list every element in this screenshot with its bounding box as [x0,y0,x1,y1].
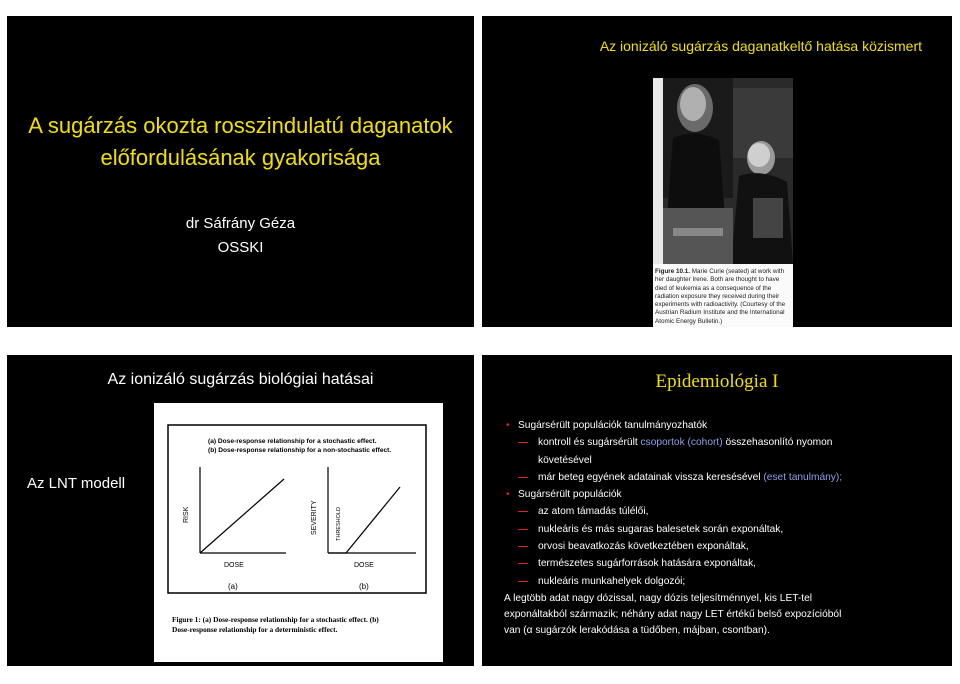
slide-epidemiology [482,355,952,666]
bullet1-text: Sugársérült populációk tanulmányozhatók [518,420,708,431]
lnt-label: Az LNT modell [27,475,126,492]
curie-photo [653,78,793,327]
sub1-text-c: összehasonlító nyomon [722,437,833,449]
sub2-text-a: már beteg egyének adatainak vissza keresésével [538,471,764,483]
sub-bullet-medical [504,538,944,555]
dose-response-diagram [154,403,443,662]
panel-b-label: (b) [359,582,369,591]
legend-a: (a) Dose-response relationship for a stochastic effect. [208,438,377,445]
sub1-text-a: kontroll és sugársérült [538,437,641,449]
curie-photo-image [653,78,793,264]
sub-bullet-natural-sources [504,555,944,572]
linear-response-line [200,479,284,553]
slide4-content [504,417,944,638]
figure-caption-line2: Dose-response relationship for a deterministic effect. [172,625,338,634]
caption-label: Figure 10.1. [655,268,690,275]
bullet-populations [504,486,944,503]
threshold-label: THRESHOLD [336,507,342,541]
summary-paragraph [504,591,944,638]
ylabel-a: RISK [183,506,190,523]
figure-caption-line1: Figure 1: (a) Dose-response relationship for a stochastic effect. (b) [172,615,379,624]
slide-biological-effects [7,355,474,666]
slide1-title-line2: előfordulásának gyakorisága [100,145,381,170]
xlabel-a: DOSE [224,562,244,569]
sub1-text-cohort: csoportok (cohort) [640,437,723,449]
slide4-title: Epidemiológia I [655,371,779,392]
bullet2-text: Sugársérült populációk [518,489,622,501]
slide-title [7,16,474,327]
photo-caption [655,268,791,326]
ylabel-b: SEVERITY [311,500,318,535]
summary-line2: exponáltakból származik; néhány adat nagy LET értékű belső expozícióból [504,608,842,620]
bullet-cohort-studies [504,417,944,434]
sub-bullet-atomic-survivors [504,503,944,520]
sub4-text: nukleáris és más sugaras balesetek során exponáltak, [538,523,784,535]
panel-a-label: (a) [228,582,238,591]
summary-line3: van (α sugárzók lerakódása a tüdőben, májban, csontban). [504,624,770,636]
sub-bullet-nuclear-workers [504,573,944,590]
summary-line1: A legtöbb adat nagy dózissal, nagy dózis teljesítménnyel, kis LET-tel [504,592,813,604]
sub6-text: természetes sugárforrások hatására exponáltak, [538,558,757,570]
dose-response-figure [154,403,443,662]
sub5-text: orvosi beavatkozás következtében exponáltak, [538,541,749,553]
sub7-text: nukleáris munkahelyek dolgozói; [538,575,686,587]
xlabel-b: DOSE [354,562,374,569]
sub-bullet-cohort-continued [504,452,944,469]
sub-bullet-accidents [504,521,944,538]
slide3-title: Az ionizáló sugárzás biológiai hatásai [107,371,374,388]
slide1-author-block [7,212,474,260]
sub2-text-case: (eset tanulmány); [763,471,843,483]
slide-curie [482,16,952,327]
institute-name: OSSKI [217,239,264,256]
sub-bullet-cohort [504,434,944,451]
author-name: dr Sáfrány Géza [185,215,296,232]
slide1-title-line1: A sugárzás okozta rosszindulatú daganatok [28,113,453,138]
slide1-title [7,110,474,174]
sub1-text-cont: követésével [538,454,592,466]
sub3-text: az atom támadás túlélői, [538,506,649,518]
caption-text: Marie Curie (seated) at work with her daughter Irene. Both are thought to have died of leukemia as a consequence of the radiation exposure they received during their experiments with radioactivity. (Courtesy of the Austrian Radium Institute and the International Atomic Energy Bulletin.) [655,268,786,325]
legend-b: (b) Dose-response relationship for a non-stochastic effect. [208,447,392,454]
slide2-title: Az ionizáló sugárzás daganatkeltő hatása közismert [599,38,922,54]
sub-bullet-case-study [504,469,944,486]
